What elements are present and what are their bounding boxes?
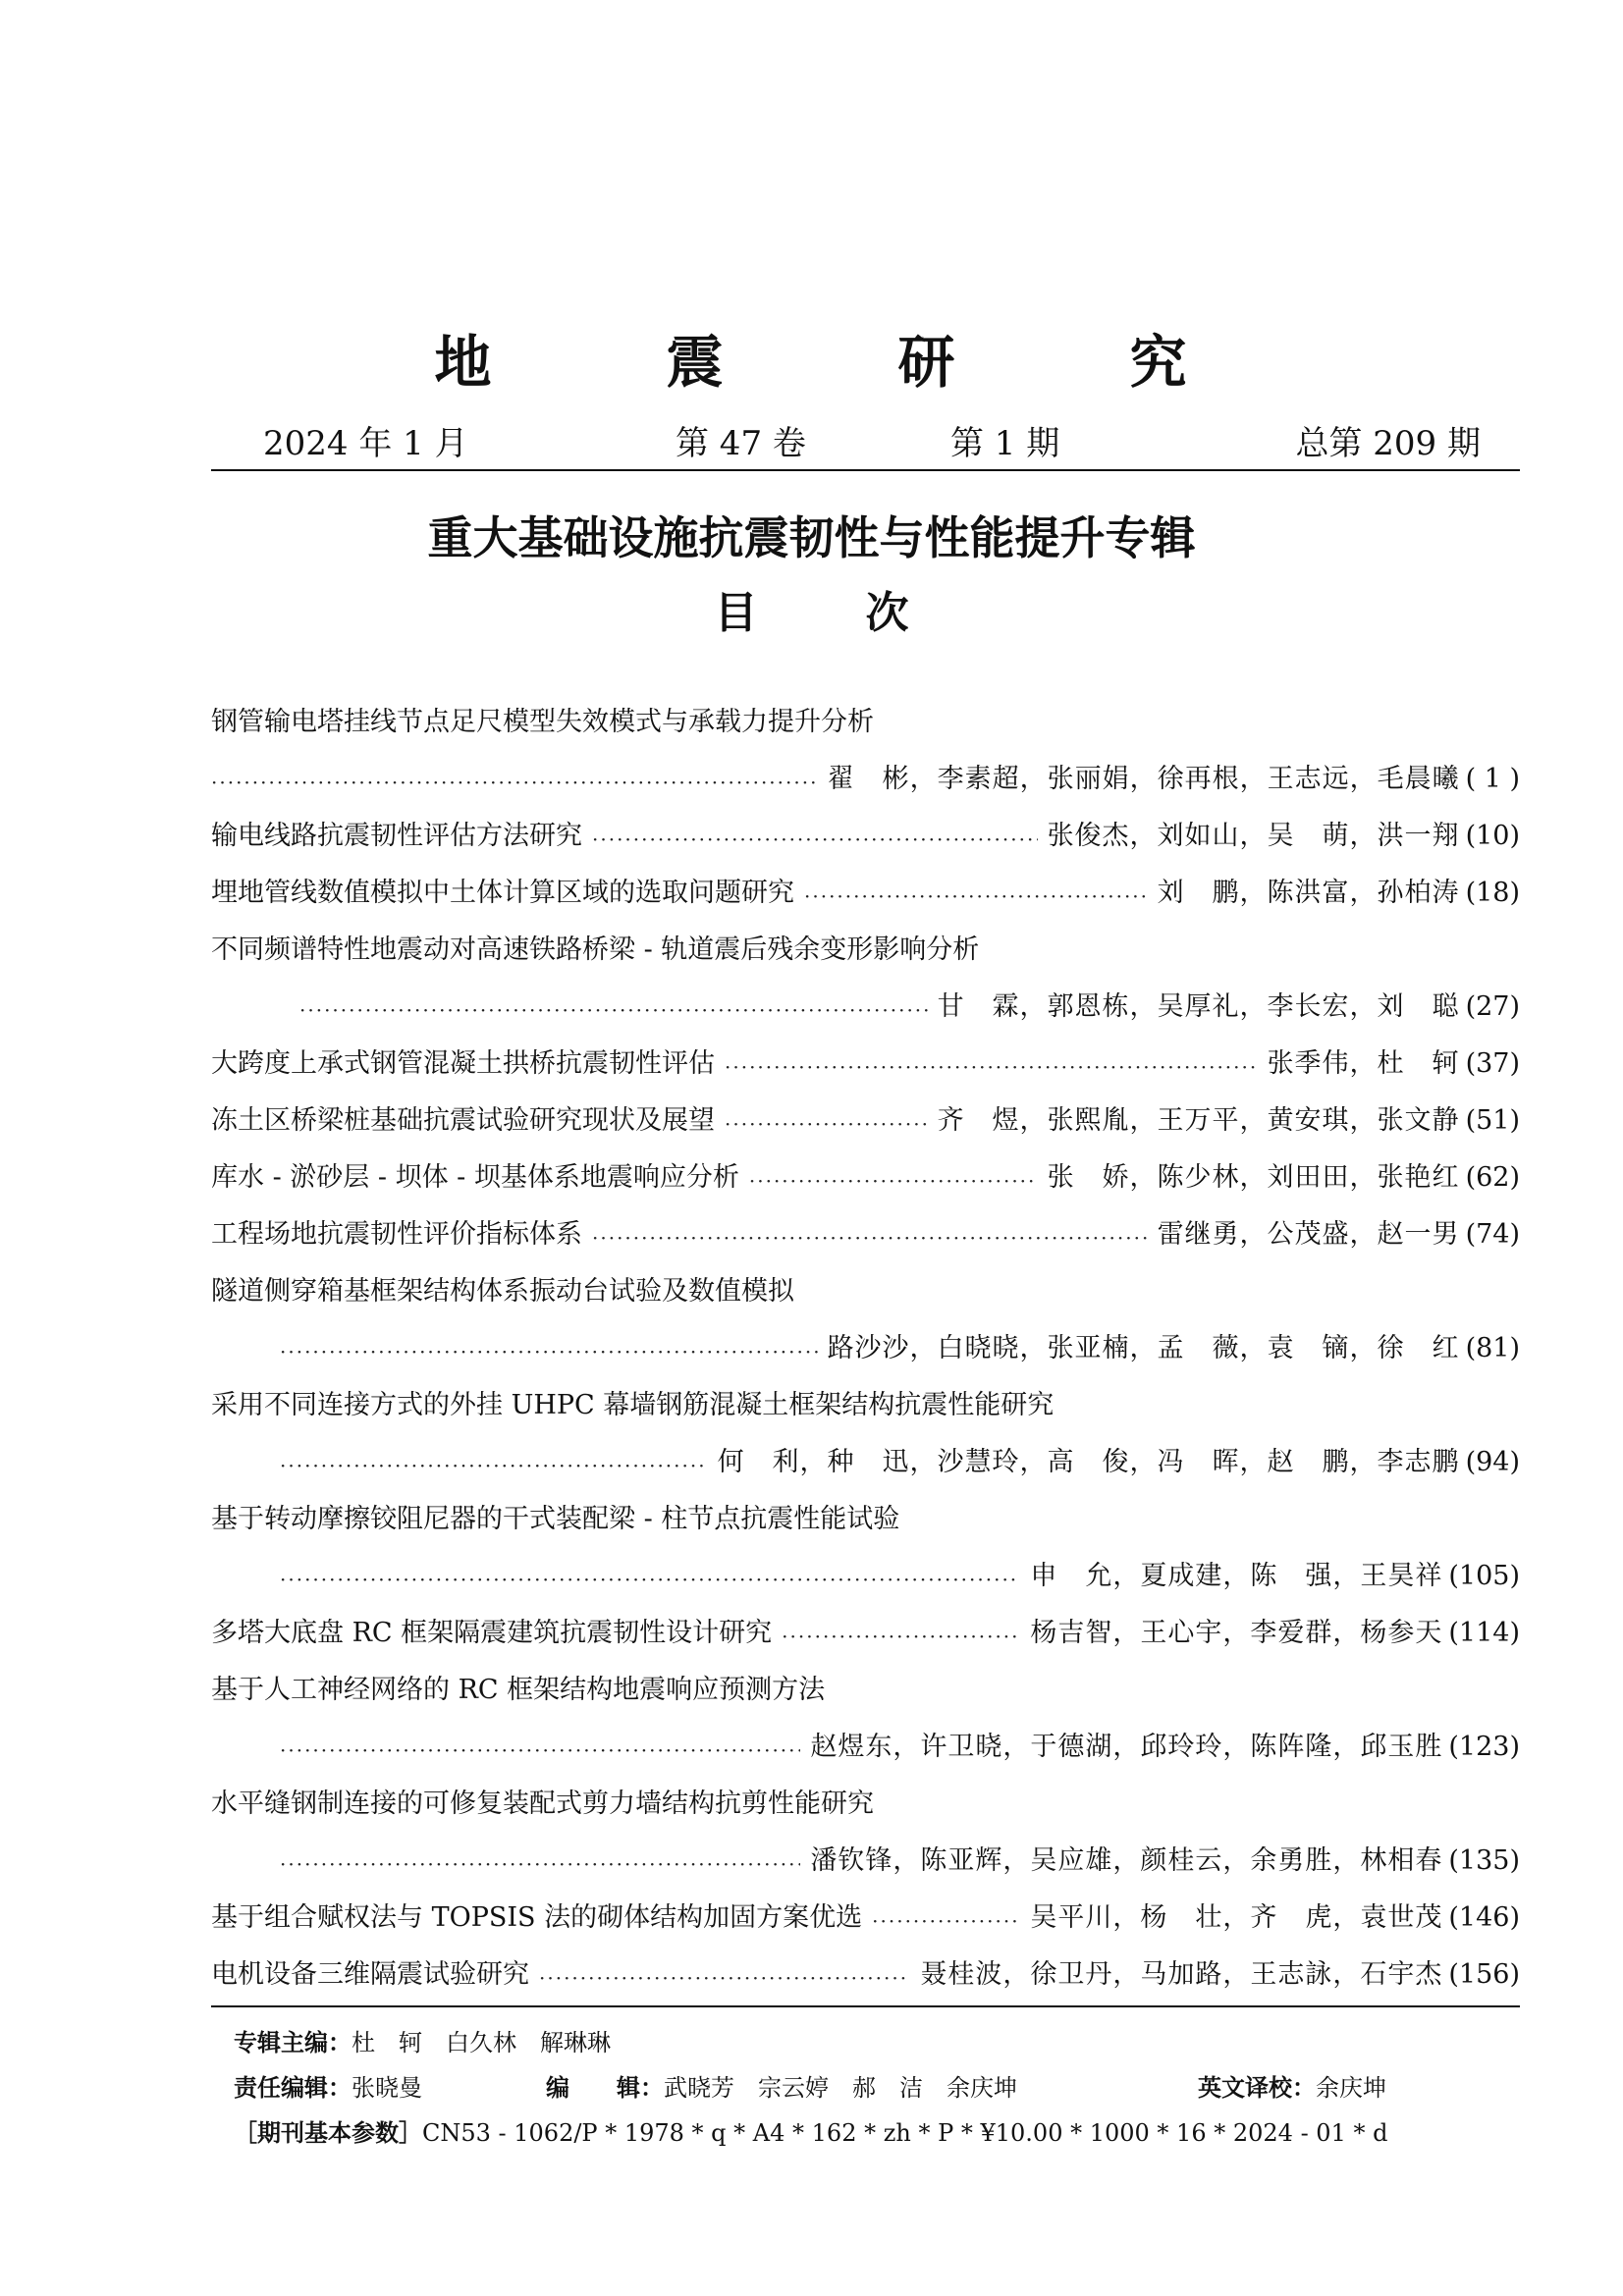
entry-title: 隧道侧穿箱基框架结构体系振动台试验及数值模拟 — [211, 1276, 794, 1307]
journal-params: CN53 - 1062/P * 1978 * q * A4 * 162 * zh * P * ¥10.00 * 1000 * 16 * 2024 - 01 * d — [422, 2119, 1388, 2147]
toc-entry[interactable] — [211, 817, 1520, 856]
issue-info — [263, 420, 1481, 467]
toc-entry-byline[interactable] — [211, 1728, 1520, 1767]
special-issue-title: 重大基础设施抗震韧性与性能提升专辑 — [427, 511, 1196, 564]
entry-title: 冻土区桥梁桩基础抗震试验研究现状及展望 — [211, 1105, 715, 1136]
entry-authors: 张 娇，陈少林，刘田田，张艳红 — [1047, 1162, 1460, 1193]
journal-params-label: ［期刊基本参数］ — [234, 2119, 422, 2147]
english-proof-label: 英文译校： — [1198, 2074, 1316, 2102]
toc-entry-byline[interactable] — [211, 760, 1520, 799]
entry-title: 电机设备三维隔震试验研究 — [211, 1959, 529, 1990]
entry-page: (94) — [1465, 1447, 1520, 1477]
editors: 武晓芳 宗云婷 郝 洁 余庆坤 — [664, 2074, 1017, 2102]
entry-page: (37) — [1465, 1048, 1520, 1079]
entry-page: (74) — [1465, 1219, 1520, 1250]
entry-authors: 张季伟，杜 轲 — [1267, 1048, 1460, 1079]
toc-entry-byline[interactable] — [211, 1557, 1520, 1596]
responsible-editor: 张晓曼 — [352, 2074, 422, 2102]
entry-title: 基于组合赋权法与 TOPSIS 法的砌体结构加固方案优选 — [211, 1902, 863, 1933]
toc-entry-byline[interactable] — [211, 1842, 1520, 1881]
journal-title-char: 地 — [434, 329, 494, 396]
entry-authors: 甘 霖，郭恩栋，吴厚礼，李长宏，刘 聪 — [937, 991, 1460, 1022]
entry-authors: 聂桂波，徐卫丹，马加路，王志詠，石宇杰 — [920, 1959, 1443, 1990]
entry-title: 不同频谱特性地震动对高速铁路桥梁 - 轨道震后残余变形影响分析 — [211, 934, 980, 965]
issue-volume: 第 47 卷 — [676, 424, 806, 463]
toc-entry-byline[interactable] — [211, 1443, 1520, 1482]
entry-page: (27) — [1465, 991, 1520, 1022]
editors-row — [234, 2065, 1387, 2110]
entry-authors: 吴平川，杨 壮，齐 虎，袁世茂 — [1030, 1902, 1443, 1933]
issue-total: 总第 209 期 — [1295, 424, 1481, 463]
toc-entry[interactable] — [211, 1101, 1520, 1141]
entry-page: (105) — [1448, 1561, 1520, 1591]
entry-page: (81) — [1465, 1333, 1520, 1363]
entry-authors: 刘 鹏，陈洪富，孙柏涛 — [1157, 878, 1460, 908]
entry-authors: 赵煜东，许卫晓，于德湖，邱玲玲，陈阵隆，邱玉胜 — [810, 1732, 1443, 1762]
toc-entry-title[interactable] — [211, 931, 1520, 970]
toc-entry[interactable] — [211, 874, 1520, 913]
toc-entry[interactable] — [211, 1044, 1520, 1084]
entry-page: (135) — [1448, 1845, 1520, 1876]
editors-label: 编 辑： — [546, 2074, 664, 2102]
toc-entry[interactable] — [211, 1215, 1520, 1255]
entry-page: (123) — [1448, 1732, 1520, 1762]
entry-authors: 杨吉智，王心宇，李爱群，杨参天 — [1030, 1618, 1443, 1648]
entry-page: ( 1 ) — [1465, 764, 1520, 794]
toc-entry[interactable] — [211, 1898, 1520, 1938]
journal-params-row — [234, 2110, 1387, 2156]
entry-title: 埋地管线数值模拟中土体计算区域的选取问题研究 — [211, 878, 794, 908]
entry-authors: 路沙沙，白晓晓，张亚楠，孟 薇，袁 镝，徐 红 — [827, 1333, 1460, 1363]
entry-title: 基于转动摩擦铰阻尼器的干式装配梁 - 柱节点抗震性能试验 — [211, 1504, 900, 1534]
leader-dots — [804, 880, 1148, 913]
journal-title-char: 震 — [666, 329, 726, 396]
toc-entry-title[interactable] — [211, 1671, 1520, 1710]
chief-editor-label: 专辑主编： — [234, 2029, 352, 2056]
leader-dots — [280, 1449, 708, 1482]
entry-authors: 齐 煜，张熙胤，王万平，黄安琪，张文静 — [937, 1105, 1460, 1136]
entry-title: 水平缝钢制连接的可修复装配式剪力墙结构抗剪性能研究 — [211, 1789, 874, 1819]
leader-dots — [872, 1904, 1020, 1938]
entry-title: 钢管输电塔挂线节点足尺模型失效模式与承载力提升分析 — [211, 707, 874, 737]
leader-dots — [539, 1961, 910, 1995]
chief-editors-row — [234, 2020, 1387, 2065]
entry-title: 多塔大底盘 RC 框架隔震建筑抗震韧性设计研究 — [211, 1618, 773, 1648]
entry-title: 采用不同连接方式的外挂 UHPC 幕墙钢筋混凝土框架结构抗震性能研究 — [211, 1390, 1055, 1420]
issue-date: 2024 年 1 月 — [263, 424, 468, 463]
entry-authors: 申 允，夏成建，陈 强，王昊祥 — [1030, 1561, 1443, 1591]
entry-page: (10) — [1465, 821, 1520, 851]
journal-title-char: 究 — [1129, 329, 1189, 396]
entry-title: 库水 - 淤砂层 - 坝体 - 坝基体系地震响应分析 — [211, 1162, 739, 1193]
toc-entry-title[interactable] — [211, 1386, 1520, 1425]
entry-title: 大跨度上承式钢管混凝土拱桥抗震韧性评估 — [211, 1048, 715, 1079]
entry-authors: 翟 彬，李素超，张丽娟，徐再根，王志远，毛晨曦 — [827, 764, 1460, 794]
leader-dots — [280, 1734, 800, 1767]
toc-heading-char: 目 — [714, 588, 758, 638]
leader-dots — [592, 1221, 1148, 1255]
bottom-rule — [211, 2005, 1520, 2007]
chief-editors: 杜 轲 白久林 解琳琳 — [352, 2029, 611, 2056]
leader-dots — [725, 1050, 1258, 1084]
toc-entry-byline[interactable] — [211, 988, 1520, 1027]
leader-dots — [299, 993, 928, 1027]
toc-heading-char: 次 — [865, 588, 909, 638]
toc-entry[interactable] — [211, 1614, 1520, 1653]
entry-page: (51) — [1465, 1105, 1520, 1136]
top-rule — [211, 469, 1520, 471]
journal-title-char: 研 — [897, 329, 957, 396]
toc-entry-title[interactable] — [211, 1785, 1520, 1824]
toc-entry-title[interactable] — [211, 703, 1520, 742]
editorial-footer — [234, 2020, 1387, 2156]
toc-entry-byline[interactable] — [211, 1329, 1520, 1368]
toc-entry[interactable] — [211, 1955, 1520, 1995]
leader-dots — [592, 823, 1038, 856]
leader-dots — [211, 766, 818, 799]
entry-authors: 雷继勇，公茂盛，赵一男 — [1157, 1219, 1460, 1250]
toc-entry[interactable] — [211, 1158, 1520, 1198]
entry-authors: 张俊杰，刘如山，吴 萌，洪一翔 — [1047, 821, 1460, 851]
entry-authors: 潘钦锋，陈亚辉，吴应雄，颜桂云，余勇胜，林相春 — [810, 1845, 1443, 1876]
journal-title — [0, 316, 1623, 399]
issue-number: 第 1 期 — [950, 424, 1060, 463]
toc-heading — [0, 577, 1623, 640]
entry-authors: 何 利，种 迅，沙慧玲，高 俊，冯 晖，赵 鹏，李志鹏 — [717, 1447, 1460, 1477]
leader-dots — [782, 1620, 1020, 1653]
entry-title: 工程场地抗震韧性评价指标体系 — [211, 1219, 582, 1250]
leader-dots — [749, 1164, 1038, 1198]
leader-dots — [725, 1107, 928, 1141]
leader-dots — [280, 1563, 1020, 1596]
english-proof: 余庆坤 — [1316, 2074, 1386, 2102]
entry-page: (114) — [1448, 1618, 1520, 1648]
entry-title: 输电线路抗震韧性评估方法研究 — [211, 821, 582, 851]
leader-dots — [280, 1847, 800, 1881]
entry-page: (156) — [1448, 1959, 1520, 1990]
entry-page: (62) — [1465, 1162, 1520, 1193]
leader-dots — [280, 1335, 818, 1368]
toc-entry-title[interactable] — [211, 1272, 1520, 1311]
entry-page: (18) — [1465, 878, 1520, 908]
entry-page: (146) — [1448, 1902, 1520, 1933]
responsible-editor-label: 责任编辑： — [234, 2074, 352, 2102]
toc-entry-title[interactable] — [211, 1500, 1520, 1539]
entry-title: 基于人工神经网络的 RC 框架结构地震响应预测方法 — [211, 1675, 826, 1705]
